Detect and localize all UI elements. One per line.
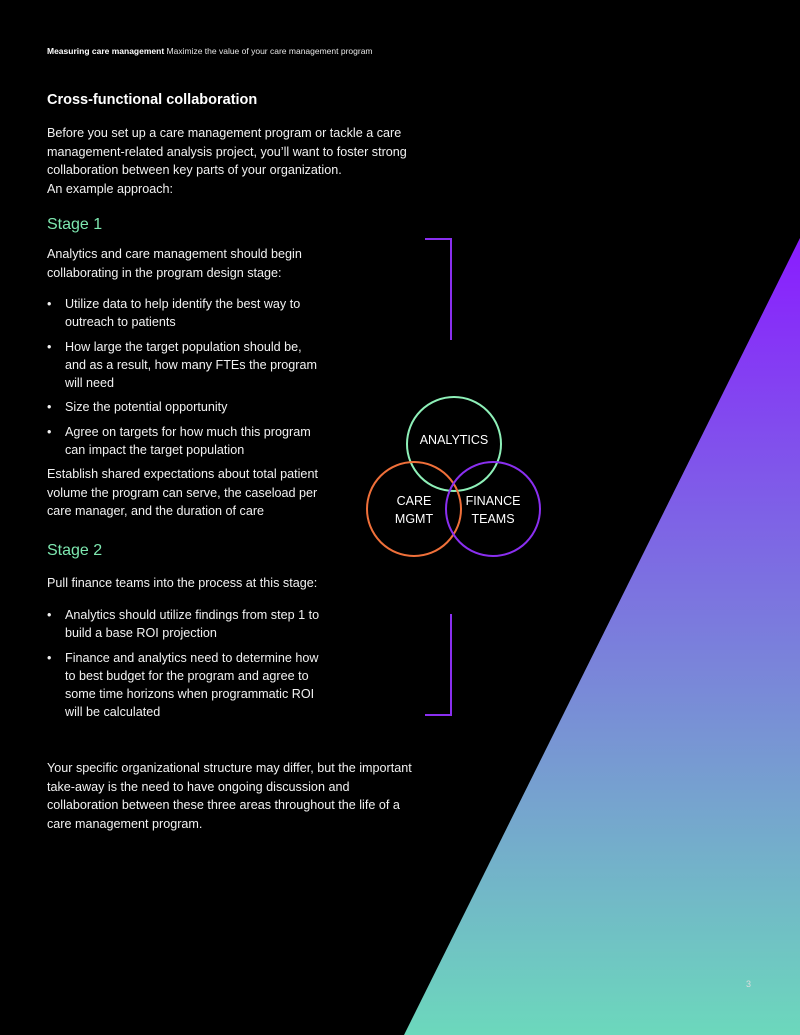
bullet-line: and as a result, how many FTEs the program: [65, 357, 317, 372]
stage-1-heading: Stage 1: [47, 216, 103, 233]
bullet-line: some time horizons when programmatic ROI: [65, 686, 315, 701]
intro-paragraph: [47, 124, 407, 198]
conclusion-line: collaboration between these three areas throughout the life of a: [47, 798, 400, 812]
bullet-item: [47, 398, 347, 416]
stage-1-closing-line: volume the program can serve, the caseload per: [47, 485, 318, 500]
conclusion-line: take-away is the need to have ongoing discussion and: [47, 779, 350, 794]
bullet-item: [47, 649, 347, 721]
running-header: [47, 46, 373, 56]
stage-1-lead: [47, 245, 302, 282]
stage-1-lead-line: Analytics and care management should begin: [47, 247, 302, 261]
bullet-line: Size the potential opportunity: [65, 400, 228, 414]
bullet-line: will be calculated: [65, 704, 161, 719]
stage-1-closing-line: Establish shared expectations about total patient: [47, 467, 318, 481]
bullet-item: [47, 423, 347, 459]
intro-line: management-related analysis project, you’ll want to foster strong: [47, 144, 407, 159]
bracket-top: [425, 239, 451, 340]
stage-1-bullets: [47, 295, 347, 465]
venn-label-line: CARE: [396, 494, 432, 508]
bullet-line: Finance and analytics need to determine how: [65, 650, 319, 665]
page-number: 3: [746, 979, 752, 989]
intro-line: An example approach:: [47, 181, 174, 196]
venn-label-line: TEAMS: [471, 512, 515, 526]
bullet-line: outreach to patients: [65, 315, 176, 329]
bullet-line: will need: [65, 375, 115, 390]
bullet-line: How large the target population should be,: [65, 339, 302, 354]
bullet-line: Analytics should utilize findings from step 1 to: [65, 608, 320, 622]
conclusion-line: care management program.: [47, 816, 203, 831]
intro-line: Before you set up a care management program or tackle a care: [47, 126, 402, 140]
bullet-line: can impact the target population: [65, 442, 245, 457]
bullet-line: Utilize data to help identify the best way to: [65, 297, 301, 311]
venn-label-line: MGMT: [394, 512, 434, 526]
gradient-triangle: [404, 238, 800, 1035]
header-subtitle: Maximize the value of your care management program: [166, 46, 373, 56]
bullet-line: to best budget for the program and agree to: [65, 668, 309, 683]
stage-1-closing-line: care manager, and the duration of care: [47, 504, 265, 518]
stage-1-lead-line: collaborating in the program design stage:: [47, 265, 282, 280]
venn-label-analytics: ANALYTICS: [419, 433, 489, 447]
bullet-line: build a base ROI projection: [65, 626, 217, 640]
conclusion-line: Your specific organizational structure may differ, but the important: [47, 761, 412, 775]
intro-line: collaboration between key parts of your organization.: [47, 163, 342, 177]
stage-2-bullets: [47, 606, 347, 727]
bullet-item: [47, 338, 347, 392]
page-title: Cross-functional collaboration: [47, 92, 258, 108]
bracket-bottom: [425, 614, 451, 715]
conclusion-paragraph: [47, 759, 412, 833]
venn-label-finance: [453, 492, 533, 528]
stage-2-heading: Stage 2: [47, 542, 103, 559]
header-section: Measuring care management: [47, 46, 165, 56]
bullet-item: [47, 606, 347, 642]
bullet-line: Agree on targets for how much this program: [65, 424, 311, 439]
stage-1-closing: [47, 465, 318, 521]
venn-label-care: [374, 492, 454, 528]
stage-2-lead: [47, 574, 317, 593]
venn-label-line: FINANCE: [465, 494, 521, 508]
bullet-item: [47, 295, 347, 331]
stage-2-lead-line: Pull finance teams into the process at this stage:: [47, 576, 318, 590]
